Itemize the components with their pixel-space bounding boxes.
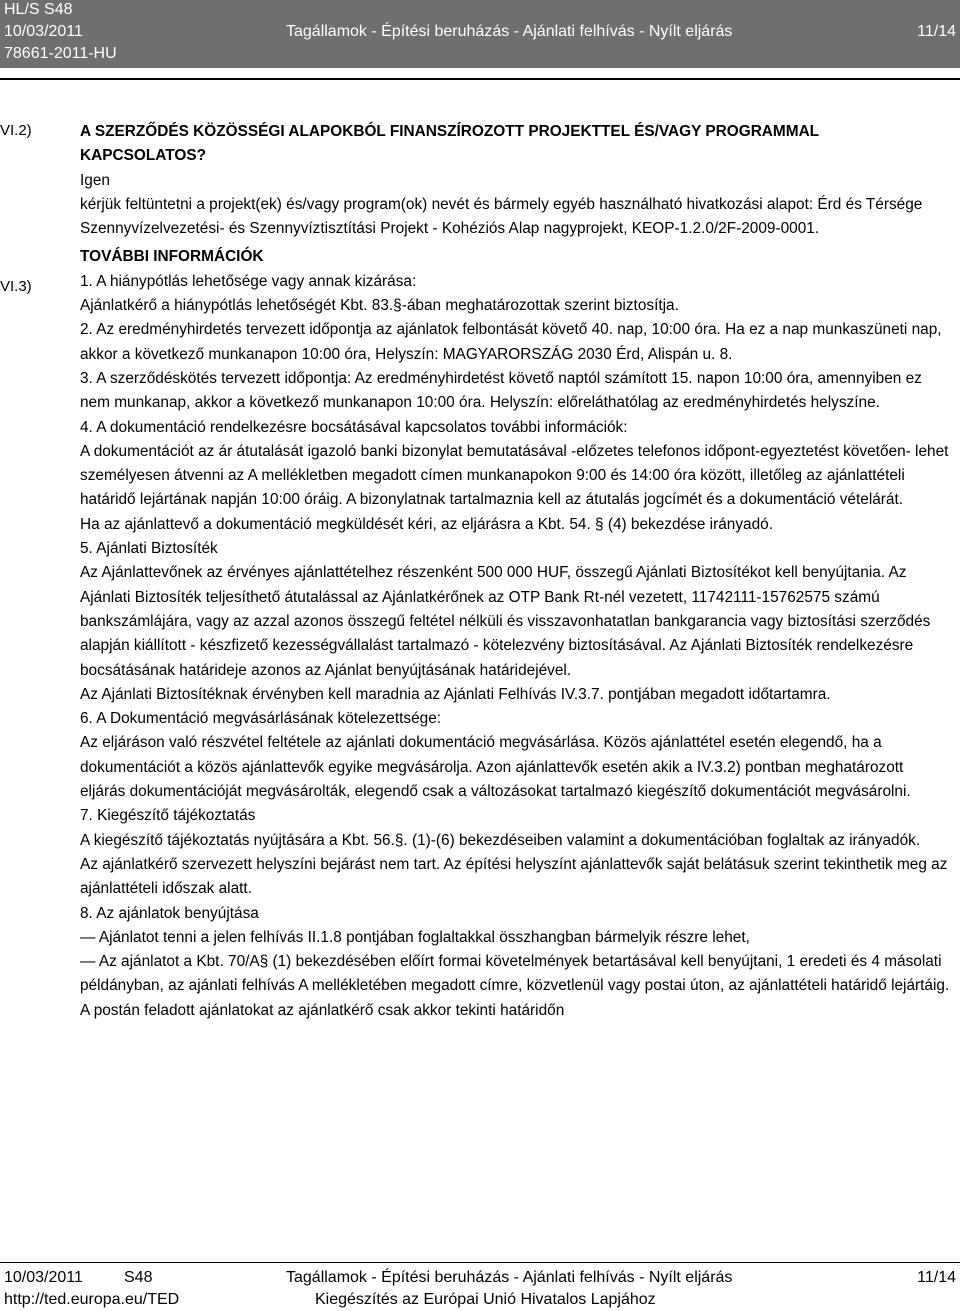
header-band <box>0 0 960 68</box>
footer-code: S48 <box>124 1269 153 1286</box>
footer-subtitle: Kiegészítés az Európai Unió Hivatalos Lapjához <box>315 1291 656 1308</box>
section-title-vi2-line1: A SZERZŐDÉS KÖZÖSSÉGI ALAPOKBÓL FINANSZÍROZOTT PROJEKTTEL ÉS/VAGY PROGRAMMAL <box>80 123 820 140</box>
paragraph: 2. Az eredményhirdetés tervezett időpontja az ajánlatok felbontását követő 40. nap, 10:00 óra. Ha ez a nap munkaszüneti nap, akkor a következő munkanapon 10:00 óra, Helyszín: MAGYARORSZÁG 2030 Érd, Alispán u. 8. <box>80 321 942 363</box>
paragraph: Ha az ajánlattevő a dokumentáció megküldését kéri, az eljárásra a Kbt. 54. § (4) bekezdése irányadó. <box>80 515 773 533</box>
section-vi2-answer: Igen <box>80 171 110 189</box>
header-title: Tagállamok - Építési beruházás - Ajánlati felhívás - Nyílt eljárás <box>286 23 733 40</box>
page-footer <box>0 1262 960 1311</box>
section-title-vi3: TOVÁBBI INFORMÁCIÓK <box>80 248 264 266</box>
paragraph: 3. A szerződéskötés tervezett időpontja: Az eredményhirdetést követő naptól számított 15. napon 10:00 óra, amennyiben ez nem munkanap, akkor a következő munkanapon 10:00 óra. Helyszín: előreláthatólag az eredményhirdetés helyszíne. <box>80 369 922 412</box>
footer-url[interactable]: http://ted.europa.eu/TED <box>4 1291 180 1308</box>
footer-date: 10/03/2011 <box>4 1269 83 1286</box>
header-page: 11/14 <box>917 23 956 40</box>
paragraph: — Az ajánlatot a Kbt. 70/A§ (1) bekezdésében előírt formai követelmények betartásával kell benyújtani, 1 eredeti és 4 másolati példányban, az ajánlati felhívás A mellékletében megadott címre, közvetlenül vagy postai úton, az ajánlattételi határidő lejártáig. A postán feladott ajánlatokat az ajánlatkérő csak akkor tekinti határidőn <box>80 953 950 1019</box>
footer-rule <box>0 1262 960 1263</box>
section-title-vi2-line2: KAPCSOLATOS? <box>80 147 206 165</box>
section-vi2-text: kérjük feltüntetni a projekt(ek) és/vagy program(ok) nevét és bármely egyéb használható hivatkozási alapot: Érd és Térsége Szennyvízelvezetési- és Szennyvíztisztítási Projekt - Kohéziós Alap nagyprojekt, KEOP-1.2.0/2F-2009-0001. <box>80 195 923 238</box>
footer-title: Tagállamok - Építési beruházás - Ajánlati felhívás - Nyílt eljárás <box>286 1269 733 1286</box>
paragraph: Az ajánlatkérő szervezett helyszíni bejárást nem tart. Az építési helyszínt ajánlattevők saját belátásuk szerint tekinthetik meg az ajánlattételi időszak alatt. <box>80 855 948 898</box>
header-date: 10/03/2011 <box>4 23 83 40</box>
paragraph: 8. Az ajánlatok benyújtása <box>80 904 259 922</box>
paragraph: 1. A hiánypótlás lehetősége vagy annak kizárása: <box>80 272 417 290</box>
paragraph: Az Ajánlati Biztosítéknak érvényben kell maradnia az Ajánlati Felhívás IV.3.7. pontjában megadott időtartamra. <box>80 685 831 703</box>
paragraph: — Ajánlatot tenni a jelen felhívás II.1.8 pontjában foglaltakkal összhangban bármelyik részre lehet, <box>80 928 750 946</box>
paragraph: 6. A Dokumentáció megvásárlásának kötelezettsége: <box>80 710 442 728</box>
paragraph: Az eljáráson való részvétel feltétele az ajánlati dokumentáció megvásárlása. Közös ajánlattétel esetén elegendő, ha a dokumentációt a közös ajánlattevők egyike megvásárolja. Azon ajánlattevők esetén akik a IV.3.2) pontban meghatározott eljárás dokumentációját megvásárolták, elegendő csak a változásokat tartalmazó kiegészítő dokumentációt megvásárolni. <box>80 734 911 801</box>
section-number-vi3: VI.3) <box>0 278 32 295</box>
header-code: HL/S S48 <box>4 1 73 18</box>
header-rule <box>0 78 960 80</box>
page-header <box>0 0 960 92</box>
document-body <box>80 120 950 1023</box>
paragraph: A dokumentációt az ár átutalását igazoló banki bizonylat bemutatásával -előzetes telefonos időpont-egyeztetést követően- lehet személyesen átvenni az A mellékletben megadott címen munkanapokon 9:00 és 14:00 óra között, illetőleg az ajánlattételi határidő lejártának napján 10:00 óráig. A bizonylatnak tartalmaznia kell az átutalás jogcímét és a dokumentáció vételárát. <box>80 442 949 509</box>
paragraph: 7. Kiegészítő tájékoztatás <box>80 807 256 825</box>
paragraph: 4. A dokumentáció rendelkezésre bocsátásával kapcsolatos további információk: <box>80 418 628 436</box>
paragraph: Az Ajánlattevőnek az érvényes ajánlattételhez részenként 500 000 HUF, összegű Ajánlati Biztosítékot kell benyújtania. Az Ajánlati Biztosíték teljesíthető átutalással az Ajánlatkérőnek az OTP Bank Rt-nél vezetett, 11742111-15762575 számú bankszámlájára, vagy az azzal azonos összegű feltétel nélküli és visszavonhatatlan bankgarancia vagy biztosítási szerződés alapján kiállított - készfizető kezességvállalást tartalmazó - kötelezvény biztosításával. Az Ajánlati Biztosíték rendelkezésre bocsátásának határideje azonos az Ajánlat benyújtásának határidejével. <box>80 564 931 679</box>
paragraph: A kiegészítő tájékoztatás nyújtására a Kbt. 56.§. (1)-(6) bekezdéseiben valamint a dokumentációban foglaltak az irányadók. <box>80 831 921 849</box>
paragraph: 5. Ajánlati Biztosíték <box>80 540 218 558</box>
section-number-vi2: VI.2) <box>0 122 32 139</box>
footer-page: 11/14 <box>917 1269 956 1286</box>
header-ref: 78661-2011-HU <box>4 45 117 62</box>
section-title-vi2 <box>80 120 950 169</box>
paragraph: Ajánlatkérő a hiánypótlás lehetőségét Kbt. 83.§-ában meghatározottak szerint biztosítja. <box>80 297 679 315</box>
